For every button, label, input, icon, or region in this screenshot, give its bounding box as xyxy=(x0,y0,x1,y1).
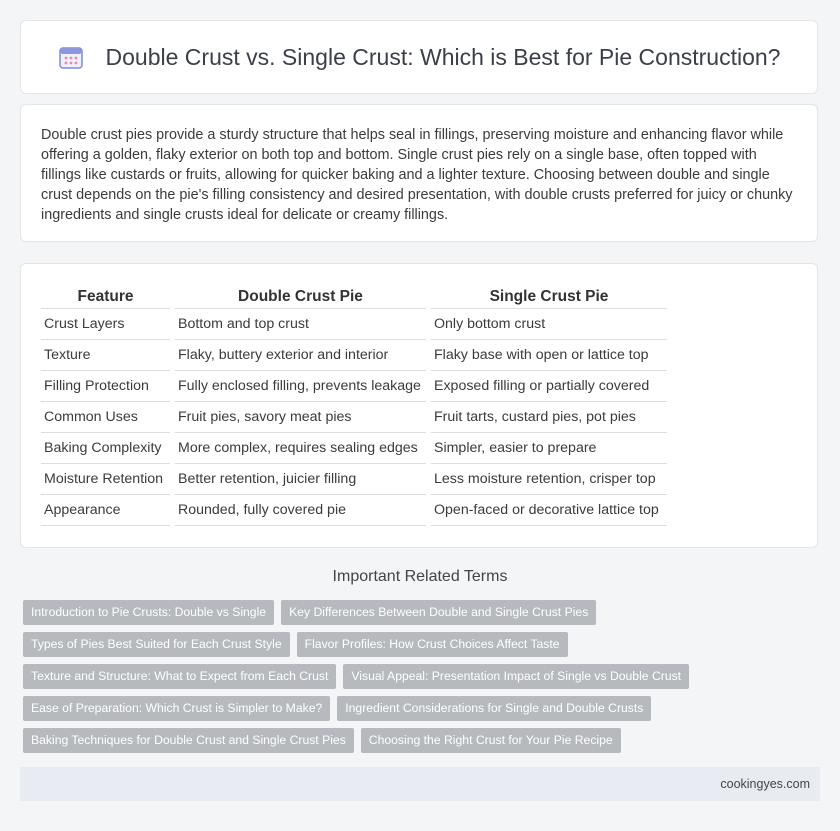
table-cell: Fully enclosed filling, prevents leakage xyxy=(175,371,426,402)
tag-row xyxy=(23,664,823,689)
site-name[interactable]: cookingyes.com xyxy=(720,777,810,791)
table-cell: Simpler, easier to prepare xyxy=(431,433,667,464)
related-term-tag[interactable]: Visual Appeal: Presentation Impact of Single vs Double Crust xyxy=(343,664,689,689)
intro-paragraph: Double crust pies provide a sturdy structure that helps seal in fillings, preserving moisture and enhancing flavor while offering a golden, flaky exterior on both top and bottom. Single crust pies rely on a single base, often topped with fillings like custards or fruits, allowing for quicker baking and a lighter texture. Choosing between double and single crust depends on the pie's filling consistency and desired presentation, with double crusts preferred for juicy or chunky ingredients and single crusts ideal for delicate or creamy fillings. xyxy=(41,127,793,223)
table-cell: Crust Layers xyxy=(41,309,170,340)
table-cell: Flaky, buttery exterior and interior xyxy=(175,340,426,371)
calendar-icon xyxy=(58,44,84,70)
table-row xyxy=(41,495,667,526)
table-cell: Appearance xyxy=(41,495,170,526)
table-cell: Fruit tarts, custard pies, pot pies xyxy=(431,402,667,433)
table-cell: Less moisture retention, crisper top xyxy=(431,464,667,495)
table-cell: Moisture Retention xyxy=(41,464,170,495)
related-term-tag[interactable]: Baking Techniques for Double Crust and Single Crust Pies xyxy=(23,728,354,753)
table-cell: Rounded, fully covered pie xyxy=(175,495,426,526)
table-cell: Baking Complexity xyxy=(41,433,170,464)
column-header-feature: Feature xyxy=(41,286,170,309)
related-term-tag[interactable]: Types of Pies Best Suited for Each Crust Style xyxy=(23,632,290,657)
tag-row xyxy=(23,600,823,625)
table-cell: Open-faced or decorative lattice top xyxy=(431,495,667,526)
table-cell: Better retention, juicier filling xyxy=(175,464,426,495)
footer xyxy=(20,767,820,801)
table-cell: Only bottom crust xyxy=(431,309,667,340)
table-row xyxy=(41,433,667,464)
tag-row xyxy=(23,696,823,721)
column-header-single-crust: Single Crust Pie xyxy=(431,286,667,309)
table-cell: Texture xyxy=(41,340,170,371)
table-cell: Bottom and top crust xyxy=(175,309,426,340)
comparison-table xyxy=(36,286,672,526)
table-cell: Exposed filling or partially covered xyxy=(431,371,667,402)
related-term-tag[interactable]: Texture and Structure: What to Expect from Each Crust xyxy=(23,664,336,689)
table-cell: Flaky base with open or lattice top xyxy=(431,340,667,371)
related-terms-heading: Important Related Terms xyxy=(332,568,508,585)
related-term-tag[interactable]: Ease of Preparation: Which Crust is Simpler to Make? xyxy=(23,696,330,721)
page-title: Double Crust vs. Single Crust: Which is Best for Pie Construction? xyxy=(105,43,781,70)
related-term-tag[interactable]: Ingredient Considerations for Single and Double Crusts xyxy=(337,696,651,721)
table-header-row xyxy=(41,286,667,309)
related-term-tag[interactable]: Introduction to Pie Crusts: Double vs Single xyxy=(23,600,274,625)
tag-row xyxy=(23,632,823,657)
related-term-tag[interactable]: Choosing the Right Crust for Your Pie Recipe xyxy=(361,728,621,753)
table-row xyxy=(41,340,667,371)
related-term-tag[interactable]: Key Differences Between Double and Single Crust Pies xyxy=(281,600,596,625)
comparison-table-card xyxy=(20,263,818,548)
table-cell: More complex, requires sealing edges xyxy=(175,433,426,464)
related-term-tag[interactable]: Flavor Profiles: How Crust Choices Affect Taste xyxy=(297,632,568,657)
table-row xyxy=(41,402,667,433)
table-row xyxy=(41,464,667,495)
table-cell: Fruit pies, savory meat pies xyxy=(175,402,426,433)
table-cell: Common Uses xyxy=(41,402,170,433)
related-terms-list xyxy=(23,600,823,760)
column-header-double-crust: Double Crust Pie xyxy=(175,286,426,309)
tag-row xyxy=(23,728,823,753)
header-card xyxy=(20,20,818,94)
intro-card xyxy=(20,104,818,242)
table-cell: Filling Protection xyxy=(41,371,170,402)
table-row xyxy=(41,309,667,340)
table-row xyxy=(41,371,667,402)
